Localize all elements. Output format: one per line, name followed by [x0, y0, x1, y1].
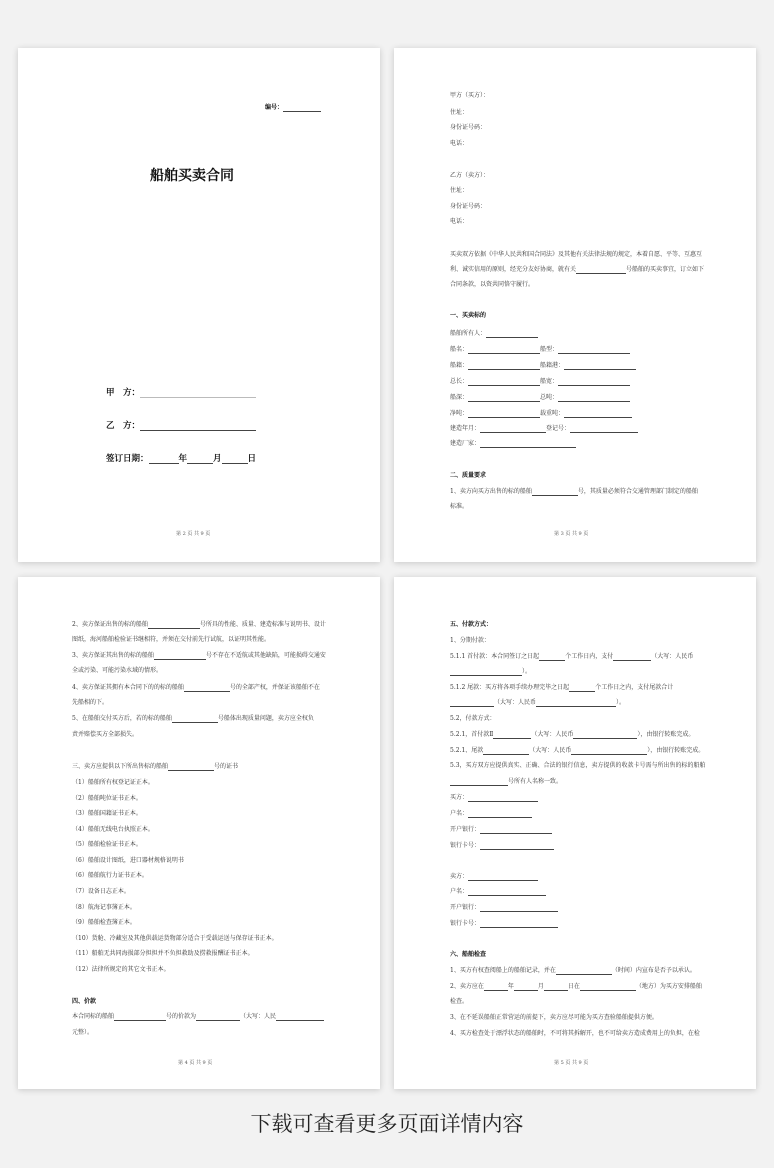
cert-item: （5）船舶检验证书正本。	[72, 841, 142, 848]
contract-number-label: 编号：	[265, 104, 321, 112]
party-a-address: 住址：	[450, 109, 469, 116]
buyer-card-number: 银行卡号：	[450, 842, 554, 850]
party-a-line: 甲 方：	[106, 386, 256, 398]
party-a-title: 甲方（买方）：	[450, 92, 490, 99]
document-title: 船舶买卖合同	[150, 168, 234, 184]
party-b-address: 住址：	[450, 187, 469, 194]
payment-method-2: 5.2.1、尾款 （大写：人民币 ），由银行转账完成。	[450, 747, 705, 754]
field-nat-port: 船籍： 船籍港：	[450, 362, 636, 370]
cert-item: （6）船舶航行力证书正本。	[72, 872, 148, 879]
cert-item: （3）船舶国籍证书正本。	[72, 810, 142, 817]
buyer-label: 买方：	[450, 794, 538, 802]
seller-bank: 开户银行：	[450, 904, 558, 912]
party-b-line: 乙 方：	[106, 419, 256, 431]
party-b-id: 身份证号码：	[450, 203, 487, 210]
clause-5-line-2: 责并赔偿买方全部损失。	[72, 731, 139, 738]
cert-item: （2）船舶吨位证书正本。	[72, 795, 142, 802]
down-payment-line-2: ）。	[450, 668, 531, 676]
section-3-heading: 三、卖方应提供以下所出售标的船舶 号的证书	[72, 763, 239, 770]
buyer-bank: 开户银行：	[450, 826, 552, 834]
party-a-tel: 电话：	[450, 140, 469, 147]
download-caption: 下载可查看更多页面详情内容	[250, 1112, 524, 1136]
cert-item: （6）船舶设计图纸，进口器材规格说明书	[72, 857, 184, 864]
section-6-heading: 六、船舶检查	[450, 951, 487, 958]
clause-2-line-1: 2、卖方保证出售的标的船舶 号所具的性能、质量、建造标准与说明书、设计	[72, 621, 326, 628]
contract-page-3	[394, 48, 756, 562]
party-b-tel: 电话：	[450, 218, 469, 225]
payment-method-1: 5.2.1，首付款Ⅱ （大写：人民币 ），由银行转账完成。	[450, 731, 695, 738]
page-footer: 第 2 页 共 9 页	[176, 531, 211, 537]
clause-4-line-2: 先船相的下。	[72, 699, 109, 706]
cert-item: （9）船舶检查簿正本。	[72, 919, 136, 926]
quality-line-1: 1、卖方向买方出售的标的船舶 号，其质量必须符合交通管理部门制定的船舶	[450, 488, 698, 495]
clause-5-line-1: 5、在船舶交付买方后，若的标的船舶 号船体出现质量问题，卖方应全权负	[72, 715, 314, 722]
contract-page-5	[394, 577, 756, 1089]
installment-label: 1、分期付款：	[450, 637, 490, 644]
down-payment-line-1: 5.1.1 首付款：本合同签订之日起 个工作日内，支付 （大写：人民币	[450, 653, 694, 660]
cert-item: （4）船舶无线电台执照正本。	[72, 826, 154, 833]
final-payment-line-1: 5.1.2 尾款：买方将各项手续办理完毕之日起 个工作日之内，支付尾款合计	[450, 684, 674, 691]
inspection-line-1: 1、买方有权查阅船上的船舶记录，并在 （时间）内宣布是否予以承认。	[450, 967, 696, 974]
cert-item: （11）船舶无共同海损部分担担并不负担救助及捞救报酬证书正本。	[72, 950, 254, 957]
field-length-width: 总长： 船宽：	[450, 378, 630, 386]
inspection-line-5: 4、买方检查处于漂浮状态的船舶时，不可将其拆解开，也不可给卖方造成费用上的负担，在检	[450, 1030, 700, 1037]
section-2-heading: 二、质量要求	[450, 472, 487, 479]
clause-2-line-2: 图纸，海河船舶检验证书继相符，并须在交付前先行试航，以证明其性能。	[72, 636, 271, 643]
buyer-account-name: 户名：	[450, 810, 532, 818]
inspection-line-2: 2、卖方应在 年 月 日在 （地方）为买方安排船舶	[450, 983, 702, 990]
field-depth-gross: 船深： 总吨：	[450, 394, 630, 402]
payment-method-label: 5.2，付款方式：	[450, 715, 496, 722]
clause-3-line-1: 3、卖方保证其出售的标的船舶 号不存在不适航或其他缺陷，可能损碍交通安	[72, 652, 326, 659]
section-4-heading: 四、价款	[72, 998, 97, 1005]
field-name-type: 船名： 船型：	[450, 346, 630, 354]
contract-page-4	[18, 577, 380, 1089]
bank-info-line-2: 号所有人名称一致。	[450, 778, 562, 786]
page-footer: 第 4 页 共 9 页	[178, 1060, 213, 1066]
field-built-reg: 建造年月： 登记号：	[450, 425, 638, 433]
seller-account-name: 户名：	[450, 888, 546, 896]
cert-item: （8）航海记事簿正本。	[72, 904, 136, 911]
clause-3-line-2: 全或污染、可能污染水域的情形。	[72, 667, 163, 674]
page-footer: 第 5 页 共 9 页	[554, 1060, 589, 1066]
intro-line-3: 合同条款，以资共同恪守履行。	[450, 281, 535, 288]
cert-item: （12）法律所规定的其它文书正本。	[72, 966, 170, 973]
page-footer: 第 3 页 共 9 页	[554, 531, 589, 537]
party-b-title: 乙方（卖方）：	[450, 172, 490, 179]
bank-info-line-1: 5.3，买方双方应提供真实、正确、合法的银行信息，卖方提供的收款卡号需与所出售的标的船舶	[450, 762, 706, 769]
seller-card-number: 银行卡号：	[450, 920, 558, 928]
inspection-line-3: 检查。	[450, 998, 469, 1005]
intro-line-1: 买卖双方依据《中华人民共和国合同法》及其他有关法律法规的规定，本着自愿、平等、互惠互	[450, 251, 703, 258]
intro-line-2: 利、诚实信用的原则，经充分友好协商，就有关 号船舶的买卖事宜，订立如下	[450, 266, 705, 273]
section-1-heading: 一、买卖标的	[450, 312, 487, 319]
cert-item: （10）货舱、冷藏室及其他供载运货物部分适合于受载运送与保存证书正本。	[72, 935, 278, 942]
inspection-line-4: 3、在不延误船舶正常营运的前提下，卖方应尽可能为买方查验船舶提供方便。	[450, 1014, 658, 1021]
price-line-1: 本合同标的船舶 号的价款为 （大写：人民	[72, 1013, 324, 1021]
contract-cover-page	[18, 48, 380, 562]
cert-item: （7）设备日志正本。	[72, 888, 130, 895]
section-5-heading: 五、付款方式：	[450, 621, 493, 628]
quality-line-2: 标准。	[450, 503, 469, 510]
field-owner: 船舶所有人：	[450, 330, 538, 338]
price-line-2: 元整）。	[72, 1029, 94, 1036]
field-net-load: 净吨： 载重吨：	[450, 410, 632, 418]
party-a-id: 身份证号码：	[450, 124, 487, 131]
sign-date-line: 签订日期： 年 月 日	[106, 454, 257, 464]
final-payment-line-2: （大写：人民币 ）。	[450, 699, 625, 707]
field-maker: 建造厂家：	[450, 440, 576, 448]
seller-label: 卖方：	[450, 873, 538, 881]
clause-4-line-1: 4、卖方保证其拥有本合同下的的标的船舶 号的全部产权，并保证该船舶不在	[72, 684, 320, 691]
cert-item: （1）船舶所有权登记证正本。	[72, 779, 154, 786]
